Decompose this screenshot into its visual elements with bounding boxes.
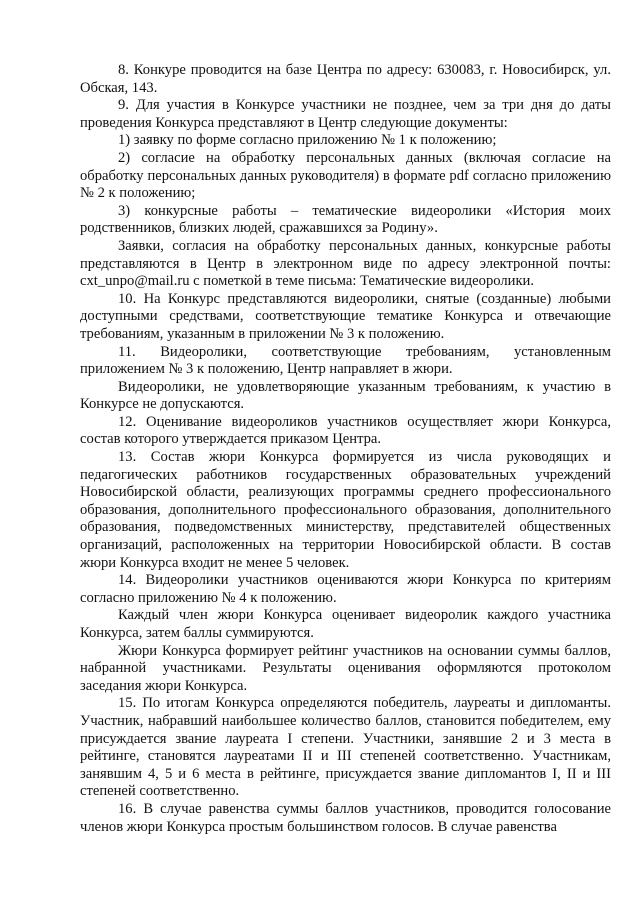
document-body <box>80 62 611 836</box>
paragraph-jury-member: Каждый член жюри Конкурса оценивает видеоролик каждого участника Конкурса, затем баллы суммируются. <box>80 607 611 641</box>
paragraph-10: 10. На Конкурс представляются видеоролики, снятые (созданные) любыми доступными средствами, соответствующие тематике Конкурса и отвечающие требованиям, указанным в приложении № 3 к положению. <box>80 290 611 342</box>
paragraph-15: 15. По итогам Конкурса определяются победитель, лауреаты и дипломанты. Участник, набравший наибольшее количество баллов, становится победителем, ему присуждается звание лауреата I степени. Участники, занявшие 2 и 3 места в рейтинге, становятся лауреатами II и III степеней соответственно. Участникам, занявшим 4, 5 и 6 места в рейтинге, присуждается звание дипломантов I, II и III степеней соответственно. <box>80 695 611 800</box>
paragraph-rating: Жюри Конкурса формирует рейтинг участников на основании суммы баллов, набранной участниками. Результаты оценивания оформляются протоколом заседания жюри Конкурса. <box>80 642 611 694</box>
paragraph-12: 12. Оценивание видеороликов участников осуществляет жюри Конкурса, состав которого утверждается приказом Центра. <box>80 413 611 448</box>
list-item-2: 2) согласие на обработку персональных данных (включая согласие на обработку персональных данных руководителя) в формате pdf согласно приложению № 2 к положению; <box>80 149 611 202</box>
paragraph-rejected: Видеоролики, не удовлетворяющие указанным требованиям, к участию в Конкурсе не допускаются. <box>80 378 611 413</box>
list-item-3: 3) конкурсные работы – тематические видеоролики «История моих родственников, близких людей, сражавшихся за Родину». <box>80 202 611 237</box>
paragraph-11: 11. Видеоролики, соответствующие требованиям, установленным приложением № 3 к положению, Центр направляет в жюри. <box>80 343 611 378</box>
paragraph-9: 9. Для участия в Конкурсе участники не позднее, чем за три дня до даты проведения Конкурса представляют в Центр следующие документы: <box>80 97 611 131</box>
paragraph-submission: Заявки, согласия на обработку персональных данных, конкурсные работы представляются в Центр в электронном виде по адресу электронной почты: cxt_unpo@mail.ru с пометкой в теме письма: Тематические видеоролики. <box>80 237 611 290</box>
paragraph-13: 13. Состав жюри Конкурса формируется из числа руководящих и педагогических работников государственных образовательных учреждений Новосибирской области, реализующих программы среднего профессионального образования, дополнительного профессионального образования, дополнительного образования, подведомственных министерству, представителей общественных организаций, расположенных на территории Новосибирской области. В состав жюри Конкурса входит не менее 5 человек. <box>80 449 611 571</box>
paragraph-14: 14. Видеоролики участников оцениваются жюри Конкурса по критериям согласно приложению № 4 к положению. <box>80 572 611 606</box>
list-item-1: 1) заявку по форме согласно приложению № 1 к положению; <box>118 132 497 149</box>
paragraph-8: 8. Конкуре проводится на базе Центра по адресу: 630083, г. Новосибирск, ул. Обская, 143. <box>80 62 611 96</box>
paragraph-16: 16. В случае равенства суммы баллов участников, проводится голосование членов жюри Конкурса простым большинством голосов. В случае равенства <box>80 800 611 835</box>
